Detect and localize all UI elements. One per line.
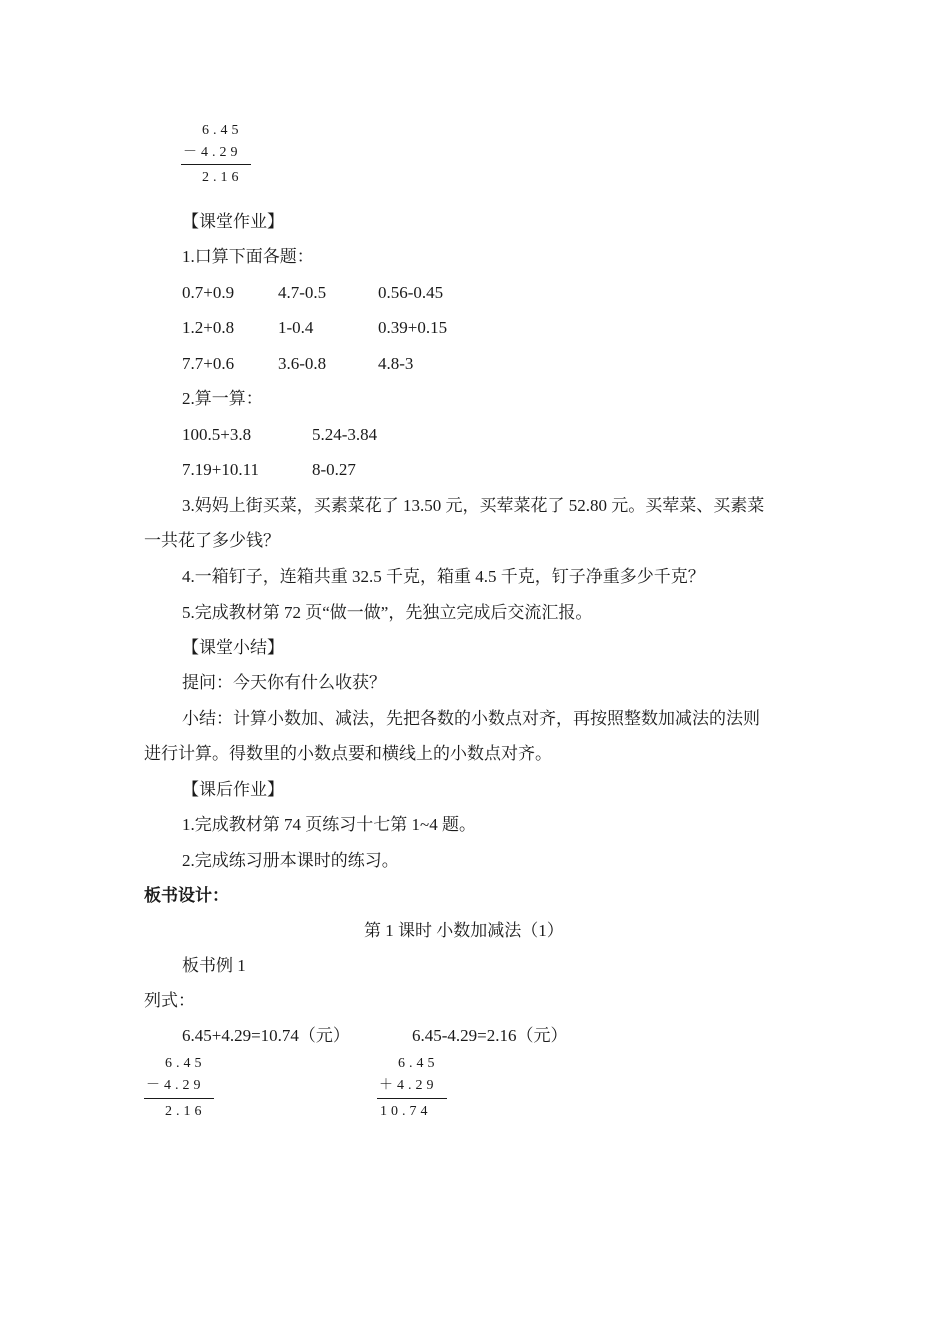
board-eq2: 6.45-4.29=2.16（元） bbox=[412, 1026, 568, 1045]
right-vertical-rule bbox=[377, 1098, 447, 1099]
right-vertical-line1: 6.45 bbox=[398, 1056, 439, 1071]
board-example: 板书例 1 bbox=[182, 956, 246, 975]
classwork-q3-line1: 3.妈妈上街买菜，买素菜花了 13.50 元，买荤菜花了 52.80 元。买荤菜、买素菜 bbox=[182, 496, 765, 515]
calc-r2-c1: 7.19+10.11 bbox=[182, 460, 259, 479]
top-vertical-line3: 2.16 bbox=[202, 170, 243, 185]
summary-line1: 小结：计算小数加、减法，先把各数的小数点对齐，再按照整数加减法的法则 bbox=[182, 709, 760, 728]
left-vertical-rule bbox=[144, 1098, 214, 1099]
summary-heading: 【课堂小结】 bbox=[182, 638, 284, 657]
calc-r2-c2: 8-0.27 bbox=[312, 460, 356, 479]
mental-r2-c1: 1.2+0.8 bbox=[182, 318, 235, 337]
top-vertical-line1: 6.45 bbox=[202, 123, 243, 138]
classwork-q2: 2.算一算： bbox=[182, 389, 263, 408]
mental-r1-c3: 0.56-0.45 bbox=[378, 283, 444, 302]
mental-r3-c3: 4.8-3 bbox=[378, 354, 414, 373]
right-vertical-line2: ＋4.29 bbox=[379, 1078, 438, 1093]
summary-line2: 进行计算。得数里的小数点要和横线上的小数点对齐。 bbox=[144, 744, 552, 763]
classwork-heading: 【课堂作业】 bbox=[182, 212, 284, 231]
summary-question: 提问：今天你有什么收获？ bbox=[182, 673, 386, 692]
right-vertical-line3: 10.74 bbox=[380, 1104, 432, 1119]
classwork-q4: 4.一箱钉子，连箱共重 32.5 千克，箱重 4.5 千克，钉子净重多少千克？ bbox=[182, 567, 705, 586]
mental-r2-c2: 1-0.4 bbox=[278, 318, 314, 337]
mental-r3-c2: 3.6-0.8 bbox=[278, 354, 327, 373]
mental-r2-c3: 0.39+0.15 bbox=[378, 318, 448, 337]
calc-r1-c2: 5.24-3.84 bbox=[312, 425, 378, 444]
board-title: 第 1 课时 小数加减法（1） bbox=[364, 921, 564, 940]
mental-r1-c2: 4.7-0.5 bbox=[278, 283, 327, 302]
classwork-q3-line2: 一共花了多少钱？ bbox=[144, 531, 280, 550]
top-vertical-rule bbox=[181, 164, 251, 165]
mental-r3-c1: 7.7+0.6 bbox=[182, 354, 235, 373]
homework-item1: 1.完成教材第 74 页练习十七第 1~4 题。 bbox=[182, 815, 476, 834]
left-vertical-line1: 6.45 bbox=[165, 1056, 206, 1071]
left-vertical-line2: －4.29 bbox=[146, 1078, 205, 1093]
board-label: 板书设计： bbox=[144, 886, 229, 905]
homework-item2: 2.完成练习册本课时的练习。 bbox=[182, 851, 399, 870]
board-formula-label: 列式： bbox=[144, 991, 195, 1010]
homework-heading: 【课后作业】 bbox=[182, 780, 284, 799]
calc-r1-c1: 100.5+3.8 bbox=[182, 425, 252, 444]
classwork-q5: 5.完成教材第 72 页“做一做”，先独立完成后交流汇报。 bbox=[182, 603, 593, 622]
mental-r1-c1: 0.7+0.9 bbox=[182, 283, 235, 302]
classwork-q1: 1.口算下面各题： bbox=[182, 247, 314, 266]
left-vertical-line3: 2.16 bbox=[165, 1104, 206, 1119]
top-vertical-line2: －4.29 bbox=[183, 145, 242, 160]
board-eq1: 6.45+4.29=10.74（元） bbox=[182, 1026, 350, 1045]
